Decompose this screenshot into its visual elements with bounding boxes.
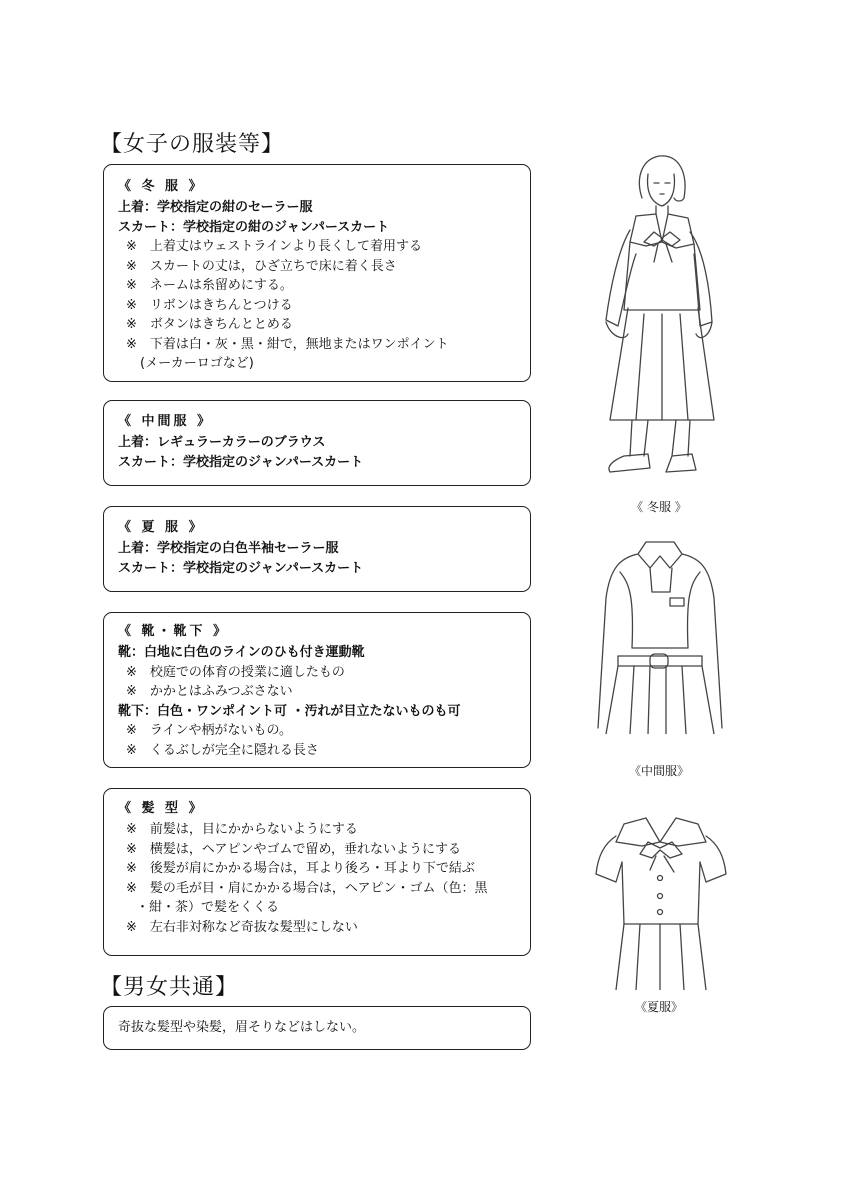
hairstyle-box xyxy=(103,788,531,956)
summer-uniform-title: 《 夏 服 》 xyxy=(118,520,205,535)
winter-jacket-line: 上着：学校指定の紺のセーラー服 xyxy=(118,200,313,215)
socks-line: 靴下：白色・ワンポイント可 ・汚れが目立たないものも可 xyxy=(118,703,461,719)
winter-skirt-line: スカート：学校指定の紺のジャンパースカート xyxy=(118,219,390,235)
summer-skirt-line: スカート：学校指定のジャンパースカート xyxy=(118,560,364,576)
shoes-note-heel: ※ かかとはふみつぶさない xyxy=(126,684,293,699)
winter-uniform-illustration xyxy=(584,150,734,490)
common-rules-box xyxy=(103,1006,531,1050)
summer-uniform-illustration xyxy=(594,812,728,990)
hair-note-tie-cont: ・紺・茶）で髪をくくる xyxy=(136,900,280,915)
girls-section-heading: 【女子の服装等】 xyxy=(100,132,285,157)
mid-jacket-line: 上着：レギュラーカラーのブラウス xyxy=(118,435,326,450)
winter-uniform-title: 《 冬 服 》 xyxy=(118,179,205,194)
summer-uniform-box xyxy=(103,506,531,592)
common-section-heading: 【男女共通】 xyxy=(100,975,239,1000)
mid-uniform-title: 《 中間服 》 xyxy=(118,414,214,429)
shoes-note-pe: ※ 校庭での体育の授業に適したもの xyxy=(126,664,345,680)
shoes-socks-box xyxy=(103,612,531,768)
hairstyle-title: 《 髪 型 》 xyxy=(118,801,205,816)
mid-uniform-illustration xyxy=(590,538,730,734)
socks-note-length: ※ くるぶしが完全に隠れる長さ xyxy=(126,742,319,758)
winter-note-buttons: ※ ボタンはきちんととめる xyxy=(126,317,293,332)
winter-note-underwear-cont: (メーカーロゴなど) xyxy=(140,356,254,371)
common-rule-text: 奇抜な髪型や染髪，眉そりなどはしない。 xyxy=(118,1020,366,1035)
mid-illustration-caption: 《中間服》 xyxy=(628,764,689,778)
hair-note-side: ※ 横髪は，ヘアピンやゴムで留め，垂れないようにする xyxy=(126,841,461,857)
hair-note-tie: ※ 髪の毛が目・肩にかかる場合は，ヘアピン・ゴム（色：黒 xyxy=(126,880,488,896)
shoes-line: 靴：白地に白色のラインのひも付き運動靴 xyxy=(118,645,365,660)
winter-note-jacket-length: ※ 上着丈はウェストラインより長くして着用する xyxy=(126,239,422,254)
winter-note-nametag: ※ ネームは糸留めにする。 xyxy=(126,278,293,293)
winter-uniform-box xyxy=(103,164,531,382)
socks-note-pattern: ※ ラインや柄がないもの。 xyxy=(126,723,292,738)
winter-note-ribbon: ※ リボンはきちんとつける xyxy=(126,297,293,313)
hair-note-back: ※ 後髪が肩にかかる場合は，耳より後ろ・耳より下で結ぶ xyxy=(126,861,475,876)
mid-uniform-box xyxy=(103,400,531,486)
hair-note-asymmetric: ※ 左右非対称など奇抜な髪型にしない xyxy=(126,919,358,935)
shoes-socks-title: 《 靴・靴下 》 xyxy=(118,624,230,639)
mid-skirt-line: スカート：学校指定のジャンパースカート xyxy=(118,454,364,470)
hair-note-bangs: ※ 前髪は，目にかからないようにする xyxy=(126,822,358,837)
winter-note-skirt-length: ※ スカートの丈は，ひざ立ちで床に着く長さ xyxy=(126,258,397,274)
summer-illustration-caption: 《夏服》 xyxy=(634,1000,683,1014)
summer-jacket-line: 上着：学校指定の白色半袖セーラー服 xyxy=(118,541,339,556)
winter-illustration-caption: 《 冬服 》 xyxy=(631,500,687,514)
winter-note-underwear: ※ 下着は白・灰・黒・紺で，無地またはワンポイント xyxy=(126,336,449,352)
